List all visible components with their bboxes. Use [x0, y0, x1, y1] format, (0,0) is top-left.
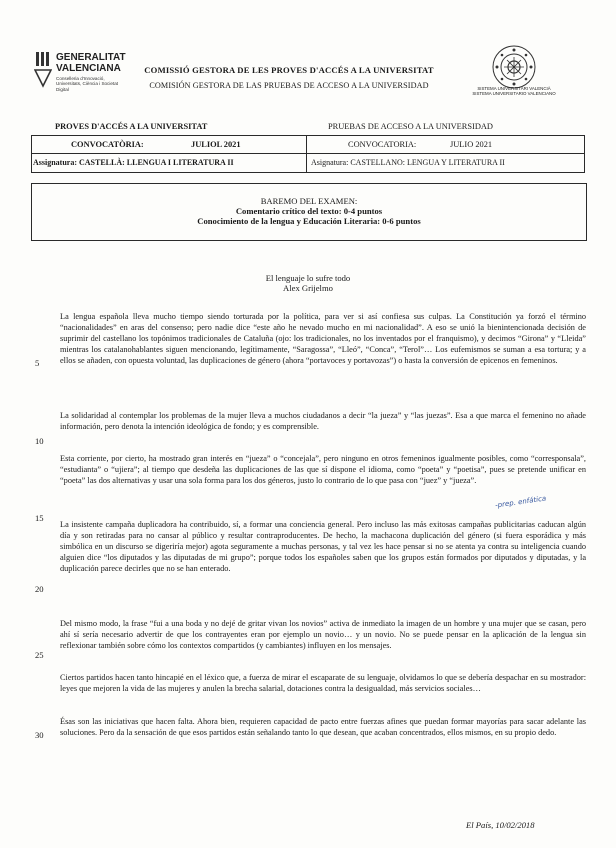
grading-title: BAREMO DEL EXAMEN:	[260, 196, 358, 206]
handwritten-margin-note: -prep. enfática	[494, 494, 547, 510]
line-number-20: 20	[35, 584, 44, 594]
article-paragraph-5: Del mismo modo, la frase “fui a una boda y no dejé de gritar vivan los novios” activa de inmediato la imagen de un hombre y una mujer que se casan, pero ahí sí sería necesario advertir de que los contrayentes eran por ejemplo un novio… y un novio. No se puede pensar en la aplicación de la lengua sin reflexionar también sobre cómo los contextos compartidos (y cambiantes) influyen en los mensajes.	[60, 619, 586, 651]
exam-info-table	[31, 119, 585, 173]
logo-title	[56, 52, 126, 74]
seal-caption	[456, 86, 572, 96]
left-subject: Assignatura: CASTELLÀ: LLENGUA I LITERATURA II	[33, 158, 234, 167]
left-conv-value: JULIOL 2021	[191, 140, 241, 149]
left-conv-label: CONVOCATÒRIA:	[71, 140, 144, 149]
university-seal-icon	[491, 44, 537, 90]
logo-title-line2: VALENCIANA	[56, 63, 121, 74]
commission-spanish: COMISIÓN GESTORA DE LAS PRUEBAS DE ACCESO A LA UNIVERSIDAD	[149, 81, 429, 90]
article-paragraph-7: Ésas son las iniciativas que hacen falta. Ahora bien, requieren capacidad de pacto entre fuerzas afines que puedan formar mayorías para sacar adelante las soluciones. Pero da la sensación de que esos partidos están señalando tanto lo que desean, que acaban concentrados, ellos mismos, en su propio dedo.	[60, 717, 586, 738]
line-number-10: 10	[35, 436, 44, 446]
line-number-25: 25	[35, 650, 44, 660]
table-line-middle	[31, 153, 585, 154]
table-line-right	[584, 135, 585, 173]
table-line-bottom	[31, 172, 585, 173]
article-paragraph-6: Ciertos partidos hacen tanto hincapié en el léxico que, a fuerza de mirar el escaparate de su lenguaje, olvidamos lo que se debería despachar en su mostrador: leyes que mejoren la vida de las mujeres y anulen la brecha salarial, dotaciones contra la desigualdad, más servicios sociales…	[60, 673, 586, 694]
right-conv-label: CONVOCATORIA:	[348, 140, 417, 149]
logo-title-line1: GENERALITAT	[56, 52, 126, 63]
article-source: El País, 10/02/2018	[466, 820, 535, 830]
right-title: PRUEBAS DE ACCESO A LA UNIVERSIDAD	[328, 122, 493, 131]
seal-caption-es: SISTEMA UNIVERSITARIO VALENCIANO	[472, 91, 556, 96]
table-line-center	[306, 135, 307, 173]
article-title: El lenguaje lo sufre todo	[265, 273, 351, 283]
article-heading	[0, 273, 616, 293]
grading-box	[31, 183, 587, 241]
article-paragraph-4: La insistente campaña duplicadora ha contribuido, sí, a formar una conciencia general. Pero incluso las más exitosas campañas publicitarias caducan algún día y son retiradas para no cansar al público y resultar contraproducentes. De hecho, la machacona duplicación del género (si fuera esporádica y más simbólica en un discurso se digeriría mejor) agota seguramente a muchas personas, y tal vez les hace pensar si no se atenta ya contra su inteligencia cuando alguien dice “los diputados y las diputadas de mi grupo”; porque todos los españoles saben que los grupos están formados por diputados y diputadas, y la duplicación parece decirles que no se han enterado.	[60, 520, 586, 574]
article-author: Alex Grijelmo	[283, 283, 333, 293]
grading-line1: Comentario crítico del texto: 0-4 puntos	[235, 206, 383, 216]
article-paragraph-2: La solidaridad al contemplar los problemas de la mujer lleva a muchos ciudadanos a decir “la jueza” y “las juezas”. Esa a que marca el femenino no añade información, pero denota la intención ideológica de fondo; y es comprensible.	[60, 411, 586, 432]
table-line-left	[31, 135, 32, 173]
commission-header	[134, 65, 444, 90]
seal-caption-va: SISTEMA UNIVERSITARI VALENCIÀ	[477, 86, 551, 91]
right-subject: Asignatura: CASTELLANO: LENGUA Y LITERATURA II	[311, 158, 505, 167]
line-number-30: 30	[35, 730, 44, 740]
logo-subtitle: Conselleria d'Innovació, Universitats, Ciència i Societat Digital	[56, 76, 119, 92]
article-paragraph-3: Esta corriente, por cierto, ha mostrado gran interés en “jueza” o “concejala”, pero ninguno en otros femeninos igualmente posibles, como “corresponsala”, “estudianta” o “ujiera”; al tiempo que desdeña las duplicaciones de las que sí dispone el idioma, como “poeta” y “poetisa”, pues se pretende unificar en “poeta” las dos alternativas y usar una sola forma para los dos géneros, justo lo contrario de lo que pasa con “juez” y “jueza”.	[60, 454, 586, 486]
article-paragraph-1: La lengua española lleva mucho tiempo siendo torturada por la política, para ver si así confiesa sus culpas. La Constitución ya forzó el término “nacionalidades” en aras del consenso; pero nadie dice “este año he nevado mucho en mi nacionalidad”. A eso se unió la bienintencionada decisión de suprimir del castellano los topónimos tradicionales de Cataluña (ojo: los tradicionales, no los inventados por el franquismo), y decimos “Girona” y “Lleida” mientras los catalanohablantes siguen mencionando, legítimamente, “Saragossa”, “Lleó”, “Conca”, “Terol”… Los eufemismos se suman a esa tortura; y a ellos se añaden, con opuesta voluntad, las duplicaciones de género (ahora “portavoces y portavozas”) o hasta la conversión de epicenos en femeninos.	[60, 312, 586, 366]
table-line-top	[31, 135, 585, 136]
commission-valencian: COMISSIÓ GESTORA DE LES PROVES D'ACCÉS A LA UNIVERSITAT	[144, 65, 434, 75]
left-title: PROVES D'ACCÉS A LA UNIVERSITAT	[55, 122, 208, 131]
right-conv-value: JULIO 2021	[450, 140, 493, 149]
generalitat-emblem-icon	[34, 50, 52, 90]
line-number-15: 15	[35, 513, 44, 523]
line-number-5: 5	[35, 358, 40, 368]
grading-line2: Conocimiento de la lengua y Educación Literaria: 0-6 puntos	[197, 216, 421, 226]
